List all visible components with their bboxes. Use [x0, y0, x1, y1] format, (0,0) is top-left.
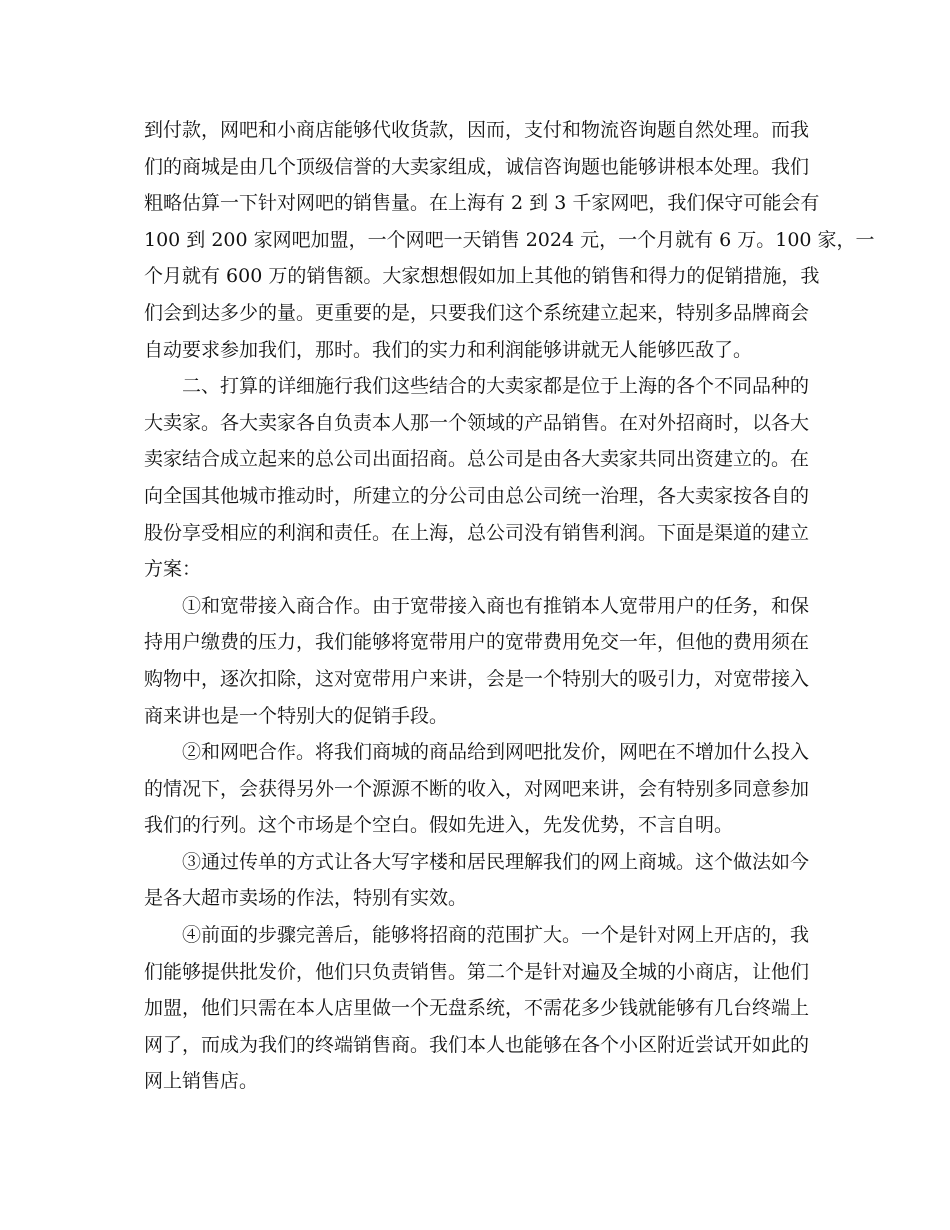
text-line: 股份享受相应的利润和责任。在上海，总公司没有销售利润。下面是渠道的建立: [144, 521, 810, 544]
text-line: 们能够提供批发价，他们只负责销售。第二个是针对遍及全城的小商店，让他们: [144, 960, 810, 983]
text-line: 网上销售店。: [144, 1070, 259, 1093]
text-line: 到付款，网吧和小商店能够代收货款，因而，支付和物流咨询题自然处理。而我: [144, 119, 810, 141]
text-line: 卖家结合成立起来的总公司出面招商。总公司是由各大卖家共同出资建立的。在: [144, 448, 810, 471]
text-line: 持用户缴费的压力，我们能够将宽带用户的宽带费用免交一年，但他的费用须在: [144, 631, 810, 654]
paragraph-4: [144, 734, 808, 844]
paragraph-1: [144, 112, 875, 368]
paragraph-2: [144, 368, 808, 588]
text-line: 加盟，他们只需在本人店里做一个无盘系统，不需花多少钱就能够有几台终端上: [144, 997, 810, 1020]
text-line: 自动要求参加我们，那时。我们的实力和利润能够讲就无人能够匹敌了。: [144, 338, 753, 361]
paragraph-6: [144, 917, 808, 1100]
text-line: ④前面的步骤完善后，能够将招商的范围扩大。一个是针对网上开店的，我: [182, 924, 810, 947]
text-line: 粗略估算一下针对网吧的销售量。在上海有 2 到 3 千家网吧，我们保守可能会有: [144, 192, 820, 215]
text-line: 们会到达多少的量。更重要的是，只要我们这个系统建立起来，特别多品牌商会: [144, 301, 810, 324]
text-line: 个月就有 600 万的销售额。大家想想假如加上其他的销售和得力的促销措施，我: [144, 265, 820, 288]
text-line: 向全国其他城市推动时，所建立的分公司由总公司统一治理，各大卖家按各自的: [144, 484, 810, 507]
paragraph-3: [144, 588, 808, 734]
document-body: [144, 112, 875, 1100]
text-line: 的情况下，会获得另外一个源源不断的收入，对网吧来讲，会有特别多同意参加: [144, 777, 810, 800]
text-line: 我们的行列。这个市场是个空白。假如先进入，先发优势，不言自明。: [144, 814, 734, 837]
text-line: 们的商城是由几个顶级信誉的大卖家组成，诚信咨询题也能够讲根本处理。我们: [144, 155, 810, 178]
text-line: 方案：: [144, 558, 202, 581]
text-line: 网了，而成为我们的终端销售商。我们本人也能够在各个小区附近尝试开如此的: [144, 1033, 810, 1056]
text-line: 二、打算的详细施行我们这些结合的大卖家都是位于上海的各个不同品种的: [182, 375, 810, 398]
text-line: ②和网吧合作。将我们商城的商品给到网吧批发价，网吧在不增加什么投入: [182, 741, 810, 764]
text-line: ①和宽带接入商合作。由于宽带接入商也有推销本人宽带用户的任务，和保: [182, 594, 810, 617]
text-line: 大卖家。各大卖家各自负责本人那一个领域的产品销售。在对外招商时，以各大: [144, 411, 810, 434]
text-line: 购物中，逐次扣除，这对宽带用户来讲，会是一个特别大的吸引力，对宽带接入: [144, 667, 810, 690]
text-line: 100 到 200 家网吧加盟，一个网吧一天销售 2024 元，一个月就有 6 万。100 家，一: [144, 228, 875, 251]
text-line: ③通过传单的方式让各大写字楼和居民理解我们的网上商城。这个做法如今: [182, 850, 810, 873]
text-line: 是各大超市卖场的作法，特别有实效。: [144, 887, 468, 910]
paragraph-5: [144, 844, 808, 917]
text-line: 商来讲也是一个特别大的促销手段。: [144, 704, 449, 727]
